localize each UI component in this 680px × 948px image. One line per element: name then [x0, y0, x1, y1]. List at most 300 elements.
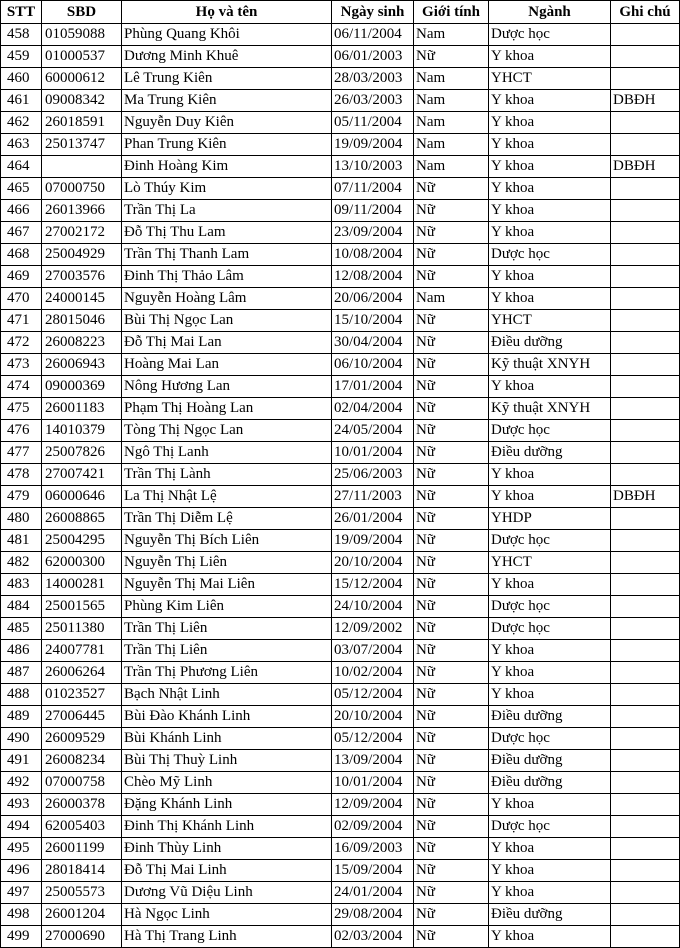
cell-stt: 466: [1, 200, 42, 222]
cell-gender: Nữ: [414, 574, 489, 596]
cell-stt: 477: [1, 442, 42, 464]
cell-note: [611, 244, 680, 266]
cell-sbd: 26008234: [42, 750, 122, 772]
cell-full-name: Phùng Kim Liên: [122, 596, 332, 618]
cell-gender: Nữ: [414, 354, 489, 376]
table-row: [1, 222, 680, 244]
table-row: [1, 442, 680, 464]
cell-gender: Nữ: [414, 706, 489, 728]
cell-major: YHDP: [489, 508, 611, 530]
cell-major: Điều dưỡng: [489, 772, 611, 794]
table-row: [1, 266, 680, 288]
cell-sbd: 24007781: [42, 640, 122, 662]
table-row: [1, 464, 680, 486]
header-date-of-birth: Ngày sinh: [332, 1, 414, 24]
cell-date-of-birth: 13/09/2004: [332, 750, 414, 772]
cell-full-name: Nguyễn Duy Kiên: [122, 112, 332, 134]
cell-gender: Nam: [414, 134, 489, 156]
cell-major: Điều dưỡng: [489, 332, 611, 354]
cell-stt: 461: [1, 90, 42, 112]
cell-gender: Nữ: [414, 904, 489, 926]
cell-major: Dược học: [489, 530, 611, 552]
table-row: [1, 618, 680, 640]
cell-note: [611, 838, 680, 860]
cell-sbd: 62000300: [42, 552, 122, 574]
cell-major: Y khoa: [489, 90, 611, 112]
cell-full-name: Đinh Thị Thảo Lâm: [122, 266, 332, 288]
cell-gender: Nam: [414, 112, 489, 134]
cell-gender: Nữ: [414, 310, 489, 332]
cell-date-of-birth: 27/11/2003: [332, 486, 414, 508]
header-gender: Giới tính: [414, 1, 489, 24]
cell-date-of-birth: 10/08/2004: [332, 244, 414, 266]
cell-gender: Nữ: [414, 244, 489, 266]
cell-major: Y khoa: [489, 794, 611, 816]
cell-gender: Nữ: [414, 332, 489, 354]
cell-major: Kỹ thuật XNYH: [489, 354, 611, 376]
cell-date-of-birth: 06/01/2003: [332, 46, 414, 68]
cell-full-name: Nguyễn Thị Bích Liên: [122, 530, 332, 552]
cell-note: [611, 46, 680, 68]
cell-note: [611, 68, 680, 90]
cell-full-name: Bùi Khánh Linh: [122, 728, 332, 750]
cell-sbd: 26001183: [42, 398, 122, 420]
cell-date-of-birth: 02/04/2004: [332, 398, 414, 420]
cell-full-name: Nông Hương Lan: [122, 376, 332, 398]
cell-major: Y khoa: [489, 156, 611, 178]
cell-date-of-birth: 25/06/2003: [332, 464, 414, 486]
cell-sbd: 27006445: [42, 706, 122, 728]
cell-note: [611, 904, 680, 926]
cell-sbd: 27007421: [42, 464, 122, 486]
cell-sbd: 01059088: [42, 24, 122, 46]
cell-gender: Nam: [414, 156, 489, 178]
cell-date-of-birth: 17/01/2004: [332, 376, 414, 398]
cell-sbd: 26013966: [42, 200, 122, 222]
table-row: [1, 24, 680, 46]
cell-full-name: Trần Thị Liên: [122, 618, 332, 640]
table-row: [1, 816, 680, 838]
cell-major: Điều dưỡng: [489, 706, 611, 728]
table-row: [1, 134, 680, 156]
cell-sbd: 28018414: [42, 860, 122, 882]
cell-full-name: Dương Vũ Diệu Linh: [122, 882, 332, 904]
cell-date-of-birth: 20/10/2004: [332, 706, 414, 728]
cell-gender: Nữ: [414, 486, 489, 508]
cell-note: [611, 332, 680, 354]
header-sbd: SBD: [42, 1, 122, 24]
cell-note: [611, 662, 680, 684]
cell-stt: 484: [1, 596, 42, 618]
cell-major: Y khoa: [489, 376, 611, 398]
cell-major: Điều dưỡng: [489, 750, 611, 772]
cell-date-of-birth: 19/09/2004: [332, 530, 414, 552]
cell-sbd: 26008223: [42, 332, 122, 354]
cell-major: YHCT: [489, 310, 611, 332]
cell-date-of-birth: 03/07/2004: [332, 640, 414, 662]
cell-date-of-birth: 30/04/2004: [332, 332, 414, 354]
cell-stt: 496: [1, 860, 42, 882]
cell-note: [611, 552, 680, 574]
cell-date-of-birth: 12/09/2004: [332, 794, 414, 816]
cell-date-of-birth: 05/11/2004: [332, 112, 414, 134]
cell-gender: Nữ: [414, 552, 489, 574]
cell-stt: 465: [1, 178, 42, 200]
cell-gender: Nữ: [414, 772, 489, 794]
cell-note: [611, 816, 680, 838]
cell-sbd: [42, 156, 122, 178]
cell-sbd: 27000690: [42, 926, 122, 948]
table-row: [1, 662, 680, 684]
cell-major: Y khoa: [489, 684, 611, 706]
header-note: Ghi chú: [611, 1, 680, 24]
cell-date-of-birth: 09/11/2004: [332, 200, 414, 222]
cell-full-name: Đỗ Thị Thu Lam: [122, 222, 332, 244]
table-row: [1, 926, 680, 948]
cell-date-of-birth: 20/06/2004: [332, 288, 414, 310]
cell-note: [611, 134, 680, 156]
cell-gender: Nữ: [414, 794, 489, 816]
cell-sbd: 14010379: [42, 420, 122, 442]
cell-date-of-birth: 12/08/2004: [332, 266, 414, 288]
table-row: [1, 750, 680, 772]
cell-gender: Nữ: [414, 222, 489, 244]
cell-note: DBĐH: [611, 156, 680, 178]
cell-major: Dược học: [489, 244, 611, 266]
cell-stt: 468: [1, 244, 42, 266]
cell-full-name: Ma Trung Kiên: [122, 90, 332, 112]
cell-date-of-birth: 16/09/2003: [332, 838, 414, 860]
table-row: [1, 90, 680, 112]
cell-date-of-birth: 24/05/2004: [332, 420, 414, 442]
table-row: [1, 156, 680, 178]
cell-note: [611, 618, 680, 640]
cell-gender: Nữ: [414, 816, 489, 838]
cell-major: Y khoa: [489, 838, 611, 860]
table-row: [1, 838, 680, 860]
cell-date-of-birth: 15/12/2004: [332, 574, 414, 596]
cell-sbd: 01023527: [42, 684, 122, 706]
cell-note: [611, 288, 680, 310]
cell-note: [611, 574, 680, 596]
cell-full-name: Trần Thị Liên: [122, 640, 332, 662]
cell-stt: 464: [1, 156, 42, 178]
cell-date-of-birth: 26/03/2003: [332, 90, 414, 112]
cell-sbd: 09008342: [42, 90, 122, 112]
cell-sbd: 25007826: [42, 442, 122, 464]
cell-stt: 499: [1, 926, 42, 948]
cell-sbd: 26009529: [42, 728, 122, 750]
cell-date-of-birth: 05/12/2004: [332, 728, 414, 750]
cell-date-of-birth: 20/10/2004: [332, 552, 414, 574]
cell-stt: 463: [1, 134, 42, 156]
cell-gender: Nữ: [414, 464, 489, 486]
cell-full-name: Đinh Hoàng Kim: [122, 156, 332, 178]
cell-note: [611, 354, 680, 376]
cell-stt: 485: [1, 618, 42, 640]
cell-full-name: Nguyễn Thị Liên: [122, 552, 332, 574]
cell-sbd: 25001565: [42, 596, 122, 618]
cell-date-of-birth: 10/02/2004: [332, 662, 414, 684]
cell-major: Y khoa: [489, 222, 611, 244]
cell-major: YHCT: [489, 68, 611, 90]
table-row: [1, 244, 680, 266]
cell-major: Dược học: [489, 618, 611, 640]
cell-gender: Nam: [414, 288, 489, 310]
table-row: [1, 552, 680, 574]
cell-sbd: 26001204: [42, 904, 122, 926]
cell-major: YHCT: [489, 552, 611, 574]
table-row: [1, 486, 680, 508]
cell-full-name: Tòng Thị Ngọc Lan: [122, 420, 332, 442]
cell-stt: 467: [1, 222, 42, 244]
table-row: [1, 420, 680, 442]
cell-gender: Nữ: [414, 618, 489, 640]
cell-major: Y khoa: [489, 178, 611, 200]
cell-stt: 497: [1, 882, 42, 904]
cell-full-name: Hà Thị Trang Linh: [122, 926, 332, 948]
cell-gender: Nữ: [414, 860, 489, 882]
cell-major: Y khoa: [489, 112, 611, 134]
cell-full-name: Chèo Mỹ Linh: [122, 772, 332, 794]
cell-date-of-birth: 02/09/2004: [332, 816, 414, 838]
cell-gender: Nữ: [414, 662, 489, 684]
cell-major: Y khoa: [489, 464, 611, 486]
cell-note: [611, 222, 680, 244]
cell-stt: 489: [1, 706, 42, 728]
cell-sbd: 27003576: [42, 266, 122, 288]
cell-stt: 471: [1, 310, 42, 332]
cell-note: [611, 464, 680, 486]
cell-full-name: Hoàng Mai Lan: [122, 354, 332, 376]
table-row: [1, 288, 680, 310]
cell-full-name: Trần Thị La: [122, 200, 332, 222]
header-full-name: Họ và tên: [122, 1, 332, 24]
cell-stt: 491: [1, 750, 42, 772]
cell-gender: Nam: [414, 68, 489, 90]
table-row: [1, 904, 680, 926]
cell-full-name: Nguyễn Thị Mai Liên: [122, 574, 332, 596]
cell-stt: 490: [1, 728, 42, 750]
cell-date-of-birth: 06/11/2004: [332, 24, 414, 46]
cell-gender: Nữ: [414, 266, 489, 288]
cell-full-name: Trần Thị Lành: [122, 464, 332, 486]
cell-gender: Nữ: [414, 442, 489, 464]
table-row: [1, 332, 680, 354]
cell-note: [611, 112, 680, 134]
cell-stt: 488: [1, 684, 42, 706]
table-row: [1, 46, 680, 68]
cell-stt: 474: [1, 376, 42, 398]
cell-full-name: Lò Thúy Kim: [122, 178, 332, 200]
table-body: [1, 24, 680, 948]
cell-gender: Nữ: [414, 728, 489, 750]
cell-date-of-birth: 28/03/2003: [332, 68, 414, 90]
cell-full-name: Trần Thị Diễm Lệ: [122, 508, 332, 530]
cell-stt: 475: [1, 398, 42, 420]
header-major: Ngành: [489, 1, 611, 24]
cell-note: [611, 508, 680, 530]
cell-stt: 486: [1, 640, 42, 662]
cell-note: [611, 376, 680, 398]
cell-note: [611, 926, 680, 948]
table-row: [1, 68, 680, 90]
cell-full-name: Đinh Thùy Linh: [122, 838, 332, 860]
cell-full-name: Phùng Quang Khôi: [122, 24, 332, 46]
cell-full-name: Bùi Đào Khánh Linh: [122, 706, 332, 728]
cell-sbd: 26008865: [42, 508, 122, 530]
cell-date-of-birth: 07/11/2004: [332, 178, 414, 200]
table-row: [1, 398, 680, 420]
table-row: [1, 178, 680, 200]
cell-major: Kỹ thuật XNYH: [489, 398, 611, 420]
table-row: [1, 684, 680, 706]
cell-full-name: Đinh Thị Khánh Linh: [122, 816, 332, 838]
cell-sbd: 25004295: [42, 530, 122, 552]
header-stt: STT: [1, 1, 42, 24]
cell-full-name: Lê Trung Kiên: [122, 68, 332, 90]
cell-gender: Nữ: [414, 178, 489, 200]
cell-sbd: 26000378: [42, 794, 122, 816]
cell-date-of-birth: 12/09/2002: [332, 618, 414, 640]
cell-major: Y khoa: [489, 926, 611, 948]
cell-sbd: 25013747: [42, 134, 122, 156]
cell-note: [611, 596, 680, 618]
cell-note: [611, 706, 680, 728]
cell-stt: 483: [1, 574, 42, 596]
cell-full-name: Đặng Khánh Linh: [122, 794, 332, 816]
cell-gender: Nữ: [414, 596, 489, 618]
cell-full-name: La Thị Nhật Lệ: [122, 486, 332, 508]
cell-note: [611, 420, 680, 442]
cell-gender: Nữ: [414, 530, 489, 552]
cell-sbd: 26001199: [42, 838, 122, 860]
cell-sbd: 24000145: [42, 288, 122, 310]
cell-sbd: 14000281: [42, 574, 122, 596]
cell-stt: 481: [1, 530, 42, 552]
cell-major: Y khoa: [489, 882, 611, 904]
cell-gender: Nữ: [414, 420, 489, 442]
cell-sbd: 25005573: [42, 882, 122, 904]
cell-full-name: Trần Thị Thanh Lam: [122, 244, 332, 266]
cell-date-of-birth: 10/01/2004: [332, 442, 414, 464]
cell-stt: 459: [1, 46, 42, 68]
cell-gender: Nam: [414, 24, 489, 46]
cell-stt: 493: [1, 794, 42, 816]
cell-note: [611, 442, 680, 464]
table-row: [1, 794, 680, 816]
cell-sbd: 01000537: [42, 46, 122, 68]
cell-stt: 498: [1, 904, 42, 926]
table-row: [1, 112, 680, 134]
cell-note: DBĐH: [611, 486, 680, 508]
cell-stt: 458: [1, 24, 42, 46]
cell-note: [611, 24, 680, 46]
cell-full-name: Trần Thị Phương Liên: [122, 662, 332, 684]
cell-major: Điều dưỡng: [489, 904, 611, 926]
cell-date-of-birth: 23/09/2004: [332, 222, 414, 244]
cell-date-of-birth: 26/01/2004: [332, 508, 414, 530]
cell-date-of-birth: 15/09/2004: [332, 860, 414, 882]
cell-stt: 482: [1, 552, 42, 574]
cell-note: [611, 266, 680, 288]
cell-stt: 478: [1, 464, 42, 486]
table-row: [1, 200, 680, 222]
cell-date-of-birth: 10/01/2004: [332, 772, 414, 794]
header-row: [1, 1, 680, 24]
cell-note: DBĐH: [611, 90, 680, 112]
cell-sbd: 26006943: [42, 354, 122, 376]
cell-gender: Nam: [414, 90, 489, 112]
cell-gender: Nữ: [414, 398, 489, 420]
cell-major: Dược học: [489, 24, 611, 46]
cell-sbd: 06000646: [42, 486, 122, 508]
table-row: [1, 772, 680, 794]
table-row: [1, 508, 680, 530]
cell-stt: 476: [1, 420, 42, 442]
cell-note: [611, 530, 680, 552]
cell-sbd: 25004929: [42, 244, 122, 266]
cell-date-of-birth: 15/10/2004: [332, 310, 414, 332]
table-row: [1, 310, 680, 332]
cell-gender: Nữ: [414, 376, 489, 398]
cell-stt: 494: [1, 816, 42, 838]
cell-sbd: 07000758: [42, 772, 122, 794]
cell-sbd: 07000750: [42, 178, 122, 200]
table-row: [1, 706, 680, 728]
cell-date-of-birth: 06/10/2004: [332, 354, 414, 376]
cell-note: [611, 728, 680, 750]
cell-sbd: 27002172: [42, 222, 122, 244]
cell-major: Y khoa: [489, 288, 611, 310]
cell-note: [611, 794, 680, 816]
cell-full-name: Nguyễn Hoàng Lâm: [122, 288, 332, 310]
table-row: [1, 728, 680, 750]
cell-date-of-birth: 05/12/2004: [332, 684, 414, 706]
cell-gender: Nữ: [414, 750, 489, 772]
cell-note: [611, 750, 680, 772]
cell-stt: 460: [1, 68, 42, 90]
cell-full-name: Bùi Thị Ngọc Lan: [122, 310, 332, 332]
cell-full-name: Hà Ngọc Linh: [122, 904, 332, 926]
cell-major: Điều dưỡng: [489, 442, 611, 464]
cell-sbd: 09000369: [42, 376, 122, 398]
table-row: [1, 376, 680, 398]
cell-note: [611, 882, 680, 904]
cell-major: Dược học: [489, 420, 611, 442]
cell-stt: 479: [1, 486, 42, 508]
cell-date-of-birth: 29/08/2004: [332, 904, 414, 926]
cell-major: Y khoa: [489, 134, 611, 156]
cell-full-name: Bạch Nhật Linh: [122, 684, 332, 706]
cell-major: Y khoa: [489, 662, 611, 684]
cell-sbd: 60000612: [42, 68, 122, 90]
cell-note: [611, 684, 680, 706]
cell-note: [611, 310, 680, 332]
cell-gender: Nữ: [414, 508, 489, 530]
cell-full-name: Phạm Thị Hoàng Lan: [122, 398, 332, 420]
cell-stt: 462: [1, 112, 42, 134]
table-row: [1, 530, 680, 552]
cell-gender: Nữ: [414, 46, 489, 68]
cell-stt: 470: [1, 288, 42, 310]
cell-full-name: Bùi Thị Thuỳ Linh: [122, 750, 332, 772]
cell-major: Dược học: [489, 728, 611, 750]
cell-note: [611, 200, 680, 222]
cell-full-name: Đỗ Thị Mai Linh: [122, 860, 332, 882]
cell-gender: Nữ: [414, 684, 489, 706]
table-row: [1, 354, 680, 376]
